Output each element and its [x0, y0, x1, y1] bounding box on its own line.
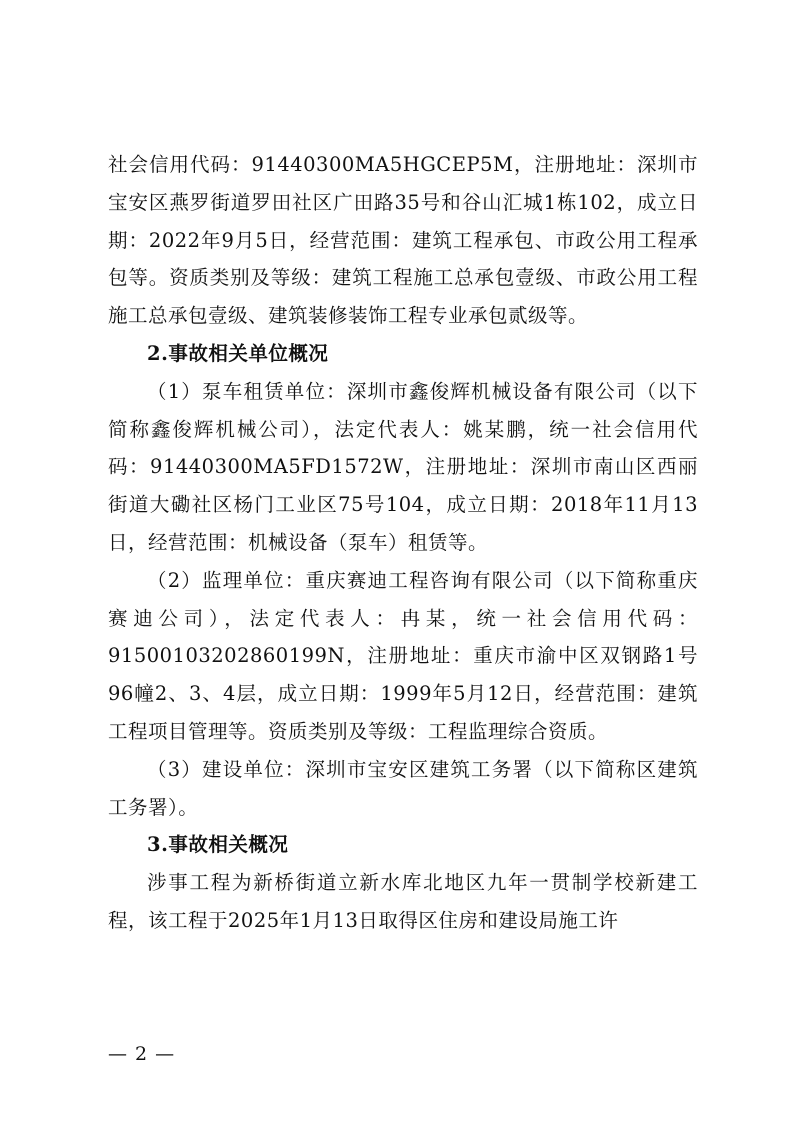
- document-body: [108, 146, 698, 940]
- section-heading-related-overview: 3.事故相关概况: [147, 833, 289, 857]
- paragraph-pump-rental-unit: （1）泵车租赁单位：深圳市鑫俊辉机械设备有限公司（以下简称鑫俊辉机械公司），法定代表人：姚某鹏，统一社会信用代码：91440300MA5FD1572W，注册地址：深圳市南山区西丽街道大磡社区杨门工业区75号104，成立日期：2018年11月13日，经营范围：机械设备（泵车）租赁等。: [108, 379, 698, 554]
- paragraph-contractor-details: 社会信用代码：91440300MA5HGCEP5M，注册地址：深圳市宝安区燕罗街道罗田社区广田路35号和谷山汇城1栋102，成立日期：2022年9月5日，经营范围：建筑工程承包、市政公用工程承包等。资质类别及等级：建筑工程施工总承包壹级、市政公用工程施工总承包壹级、建筑装修装饰工程专业承包贰级等。: [108, 153, 698, 328]
- page-number: — 2 —: [108, 1043, 176, 1065]
- section-heading-related-units: 2.事故相关单位概况: [147, 341, 329, 365]
- paragraph-supervision-unit: （2）监理单位：重庆赛迪工程咨询有限公司（以下简称重庆赛迪公司），法定代表人：冉某，统一社会信用代码：91500103202860199N，注册地址：重庆市渝中区双钢路1号96幢2、3、4层，成立日期：1999年5月12日，经营范围：建筑工程项目管理等。资质类别及等级：工程监理综合资质。: [108, 568, 698, 743]
- paragraph-project-overview: 涉事工程为新桥街道立新水库北地区九年一贯制学校新建工程，该工程于2025年1月13日取得区住房和建设局施工许: [108, 871, 698, 932]
- paragraph-construction-unit: （3）建设单位：深圳市宝安区建筑工务署（以下简称区建筑工务署）。: [108, 757, 698, 819]
